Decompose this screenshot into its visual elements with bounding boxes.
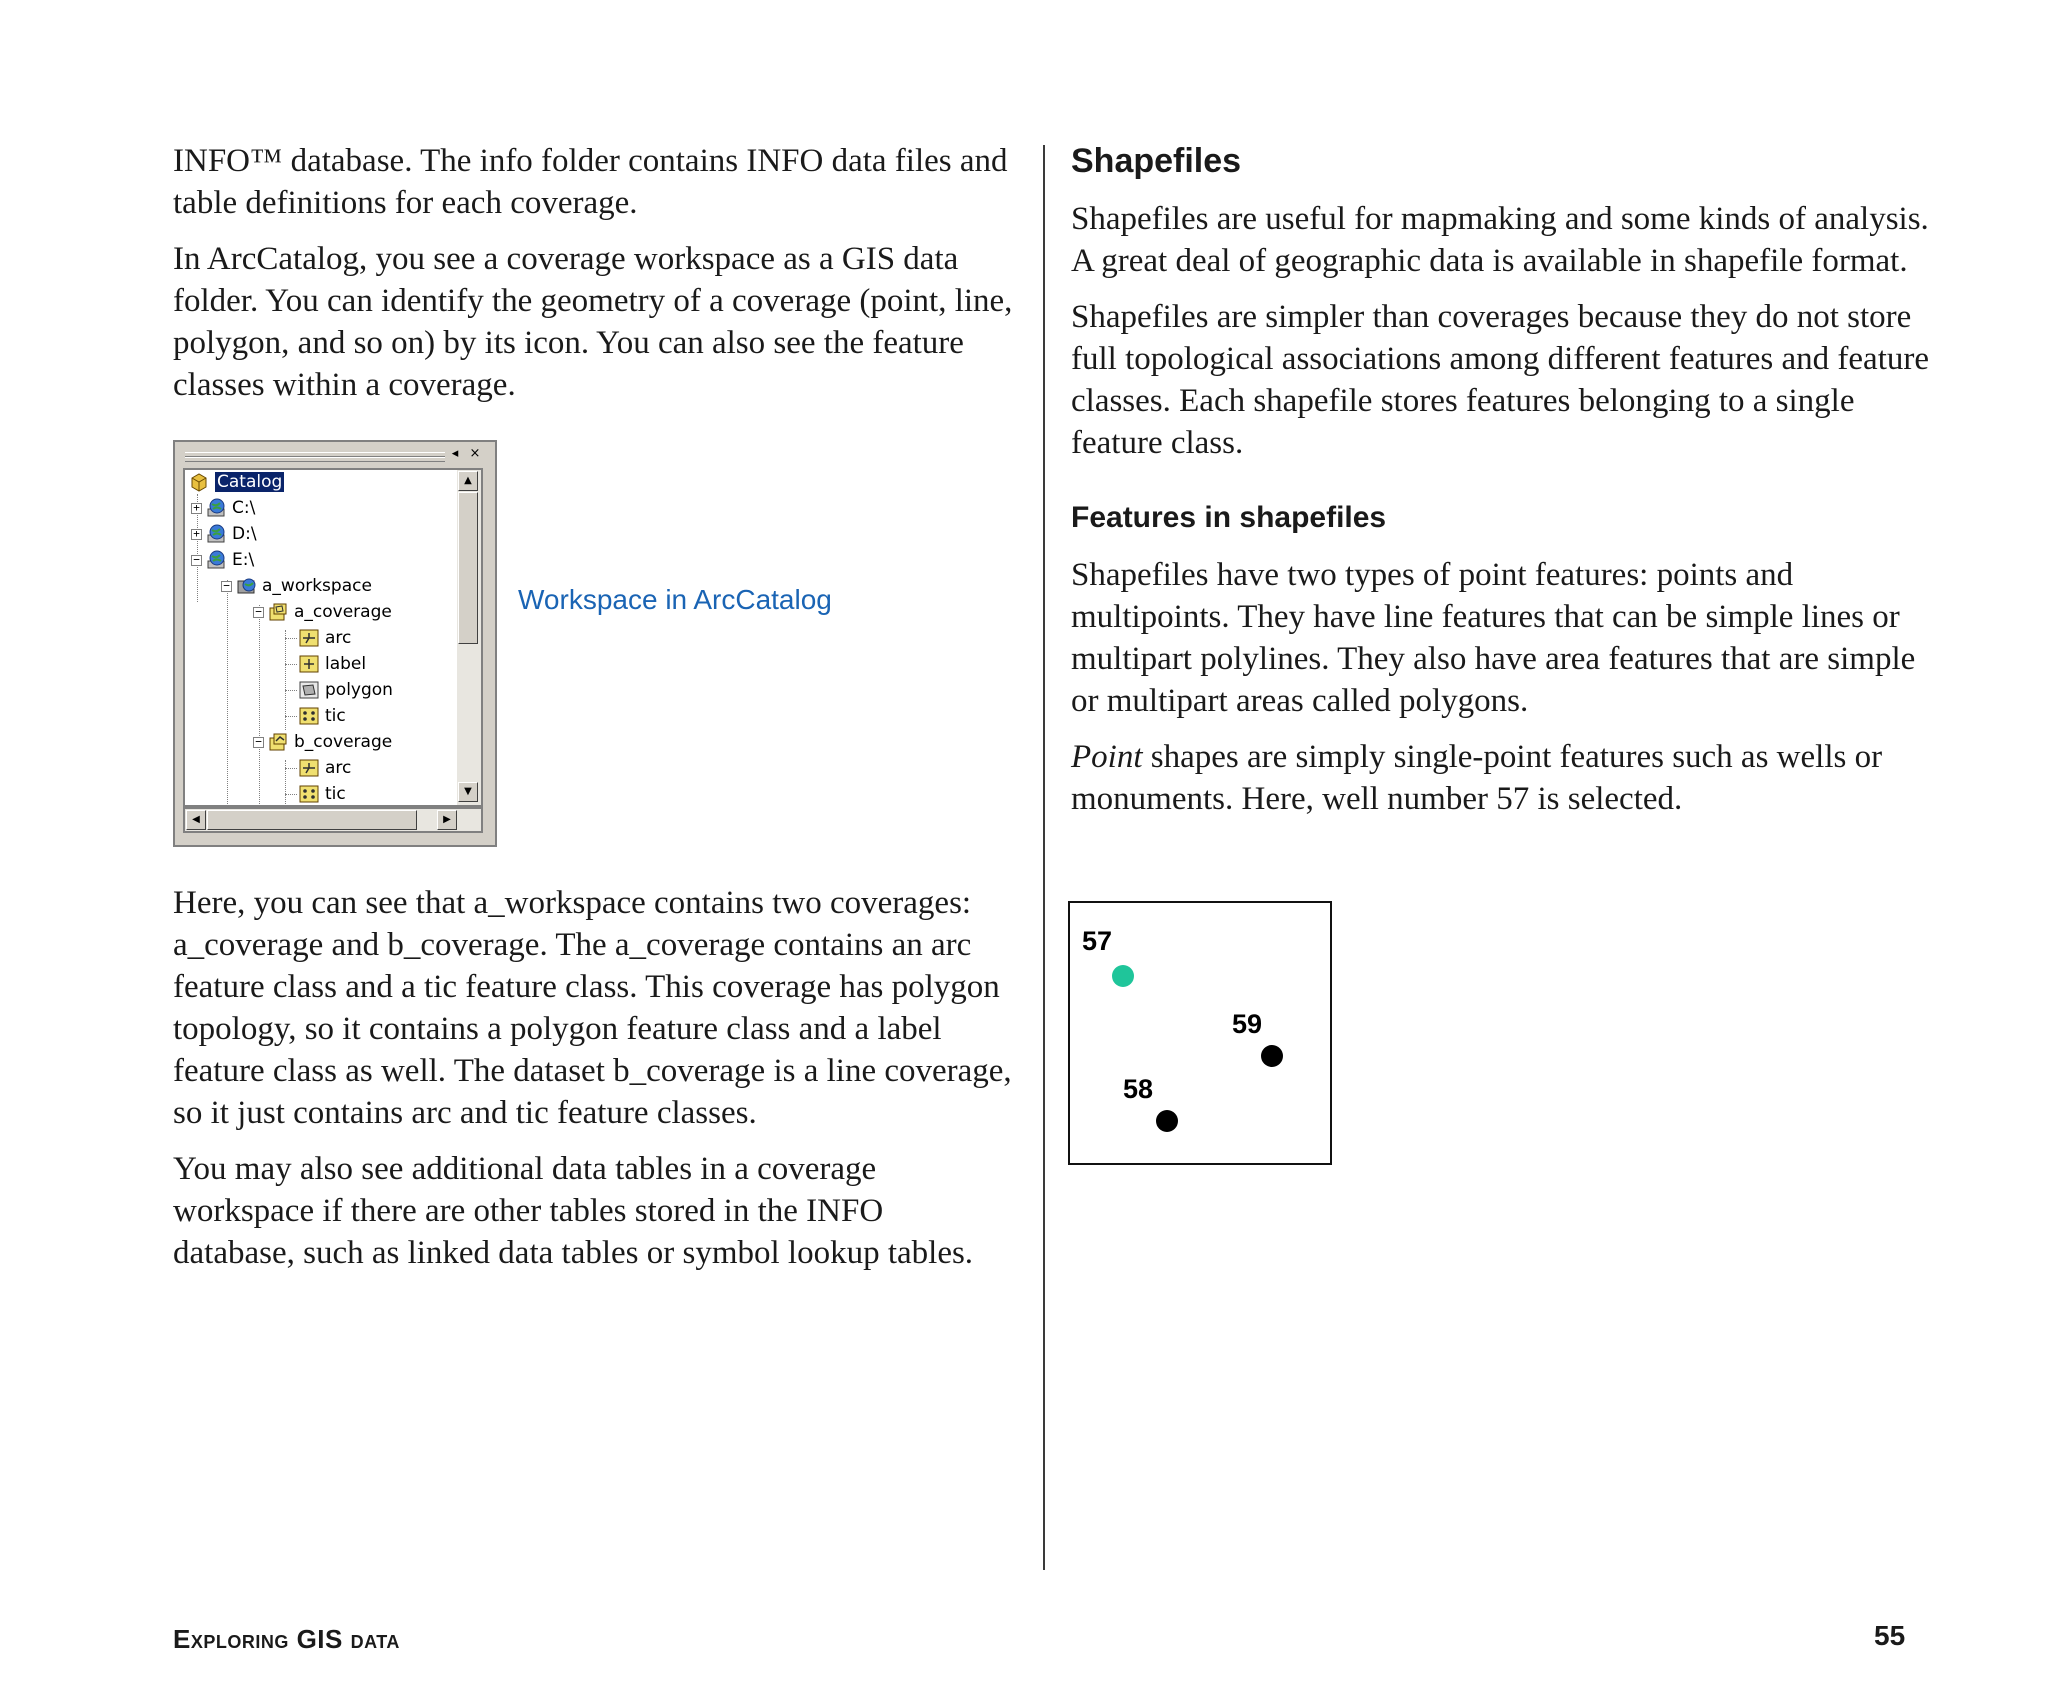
catalog-icon [189, 472, 209, 492]
page-number: 55 [1874, 1620, 1906, 1651]
close-icon[interactable]: × [469, 446, 481, 461]
tree-node-label: b_coverage [294, 732, 393, 752]
paragraph-text: shapes are simply single-point features such as wells or monuments. Here, well number 57 is selected. [1071, 739, 1883, 817]
running-footer-title: Exploring GIS data [173, 1624, 400, 1654]
tree-connector [285, 716, 297, 717]
tree-node-label: C:\ [232, 498, 256, 518]
tree-node-label: D:\ [232, 524, 257, 544]
column-divider [1043, 145, 1045, 1570]
paragraph: In ArcCatalog, you see a coverage workspace as a GIS data folder. You can identify the geometry of a coverage (point, line, polygon, and so on) by its icon. You can also see the feature classes within a coverage. [173, 241, 1013, 403]
tree-connector [285, 794, 297, 795]
tree-node-polygon[interactable] [285, 678, 393, 702]
tree-connector [259, 605, 260, 807]
drive-icon [206, 550, 226, 570]
paragraph: Here, you can see that a_workspace contains two coverages: a_coverage and b_coverage. The a_coverage contains an arc feature class and a tic feature class. This coverage has polygon topology, so it contains a polygon feature class and a label feature class as well. The dataset b_coverage is a line coverage, so it just contains arc and tic feature classes. [173, 885, 1012, 1131]
catalog-tree [183, 468, 459, 807]
emphasis: Point [1071, 739, 1143, 775]
well-label-57: 57 [1082, 926, 1113, 956]
tree-node-drive-c[interactable] [191, 496, 255, 520]
scroll-thumb[interactable] [458, 492, 478, 644]
tree-node-label-class[interactable] [285, 652, 366, 676]
paragraph [1071, 736, 1931, 820]
well-point-57[interactable] [1112, 965, 1134, 987]
tree-node-label: a_coverage [294, 602, 392, 622]
scroll-thumb[interactable] [207, 810, 417, 830]
tree-node-label: tic [325, 706, 346, 726]
paragraph: You may also see additional data tables in a coverage workspace if there are other tables stored in the INFO database, such as linked data tables or symbol lookup tables. [173, 1151, 974, 1271]
scroll-down-icon[interactable]: ▼ [458, 782, 478, 802]
tree-node-label: label [325, 654, 367, 674]
tree-connector [285, 768, 297, 769]
collapse-icon[interactable]: − [253, 607, 264, 618]
tree-connector [285, 664, 297, 665]
drive-icon [206, 498, 226, 518]
tree-node-arc[interactable] [285, 626, 351, 650]
toolbar-grip [185, 457, 445, 462]
tree-node-label: a_workspace [262, 576, 372, 596]
paragraph: Shapefiles are useful for mapmaking and some kinds of analysis. A great deal of geographic data is available in shapefile format. [1071, 201, 1929, 279]
section-heading: Shapefiles [1071, 142, 1242, 180]
tree-node-tic[interactable] [285, 704, 346, 728]
well-label-58: 58 [1123, 1074, 1154, 1104]
paragraph: INFO™ database. The info folder contains INFO data files and table definitions for each coverage. [173, 143, 1008, 221]
scroll-up-icon[interactable]: ▲ [458, 471, 478, 491]
tree-node-label: tic [325, 784, 346, 804]
tree-node-arc[interactable] [285, 756, 351, 780]
left-column-lower [173, 882, 1013, 1288]
label-feature-icon [299, 654, 319, 674]
scroll-right-icon[interactable]: ▶ [437, 810, 457, 830]
right-column [1071, 140, 1931, 834]
tree-node-label: arc [325, 758, 352, 778]
tree-node-drive-d[interactable] [191, 522, 257, 546]
tree-node-label: E:\ [232, 550, 255, 570]
window-toolbar [181, 446, 489, 464]
tree-connector [227, 580, 228, 807]
vertical-scrollbar[interactable] [457, 468, 483, 807]
polygon-coverage-icon [268, 602, 288, 622]
point-map-canvas [1070, 903, 1330, 1163]
horizontal-scrollbar[interactable] [183, 807, 483, 833]
tree-node-tic[interactable] [285, 782, 346, 806]
well-point-58[interactable] [1156, 1110, 1178, 1132]
subsection-heading: Features in shapefiles [1071, 501, 1387, 534]
paragraph: Shapefiles have two types of point features: points and multipoints. They have line features that can be simple lines or multipart polylines. They also have area features that are simple or multipart areas called polygons. [1071, 557, 1916, 719]
collapse-icon[interactable]: − [191, 555, 202, 566]
well-point-map [1068, 901, 1332, 1165]
tree-node-label: arc [325, 628, 352, 648]
collapse-icon[interactable]: − [253, 737, 264, 748]
figure-caption: Workspace in ArcCatalog [518, 584, 832, 615]
tic-feature-icon [299, 784, 319, 804]
drive-icon [206, 524, 226, 544]
arc-feature-icon [299, 758, 319, 778]
line-coverage-icon [268, 732, 288, 752]
expand-icon[interactable]: + [191, 529, 202, 540]
well-point-59[interactable] [1261, 1045, 1283, 1067]
tree-node-label: polygon [325, 680, 393, 700]
pin-arrow-icon[interactable]: ◂ [451, 446, 459, 461]
left-column [173, 140, 1013, 420]
polygon-feature-icon [299, 680, 319, 700]
arccatalog-tree-window [173, 440, 497, 847]
tree-connector [285, 690, 297, 691]
tree-node-catalog[interactable] [189, 470, 284, 494]
tree-connector [285, 638, 297, 639]
arc-feature-icon [299, 628, 319, 648]
scroll-left-icon[interactable]: ◀ [186, 810, 206, 830]
tree-node-a-workspace[interactable] [221, 574, 372, 598]
paragraph: Shapefiles are simpler than coverages because they do not store full topological associations among different features and feature classes. Each shapefile stores features belonging to a single feature class. [1071, 299, 1929, 461]
well-label-59: 59 [1232, 1009, 1263, 1039]
tree-node-a-coverage[interactable] [253, 600, 392, 624]
expand-icon[interactable]: + [191, 503, 202, 514]
workspace-icon [236, 576, 256, 596]
collapse-icon[interactable]: − [221, 581, 232, 592]
tree-node-label: Catalog [217, 472, 283, 492]
tree-node-drive-e[interactable] [191, 548, 254, 572]
tree-node-b-coverage[interactable] [253, 730, 392, 754]
tic-feature-icon [299, 706, 319, 726]
